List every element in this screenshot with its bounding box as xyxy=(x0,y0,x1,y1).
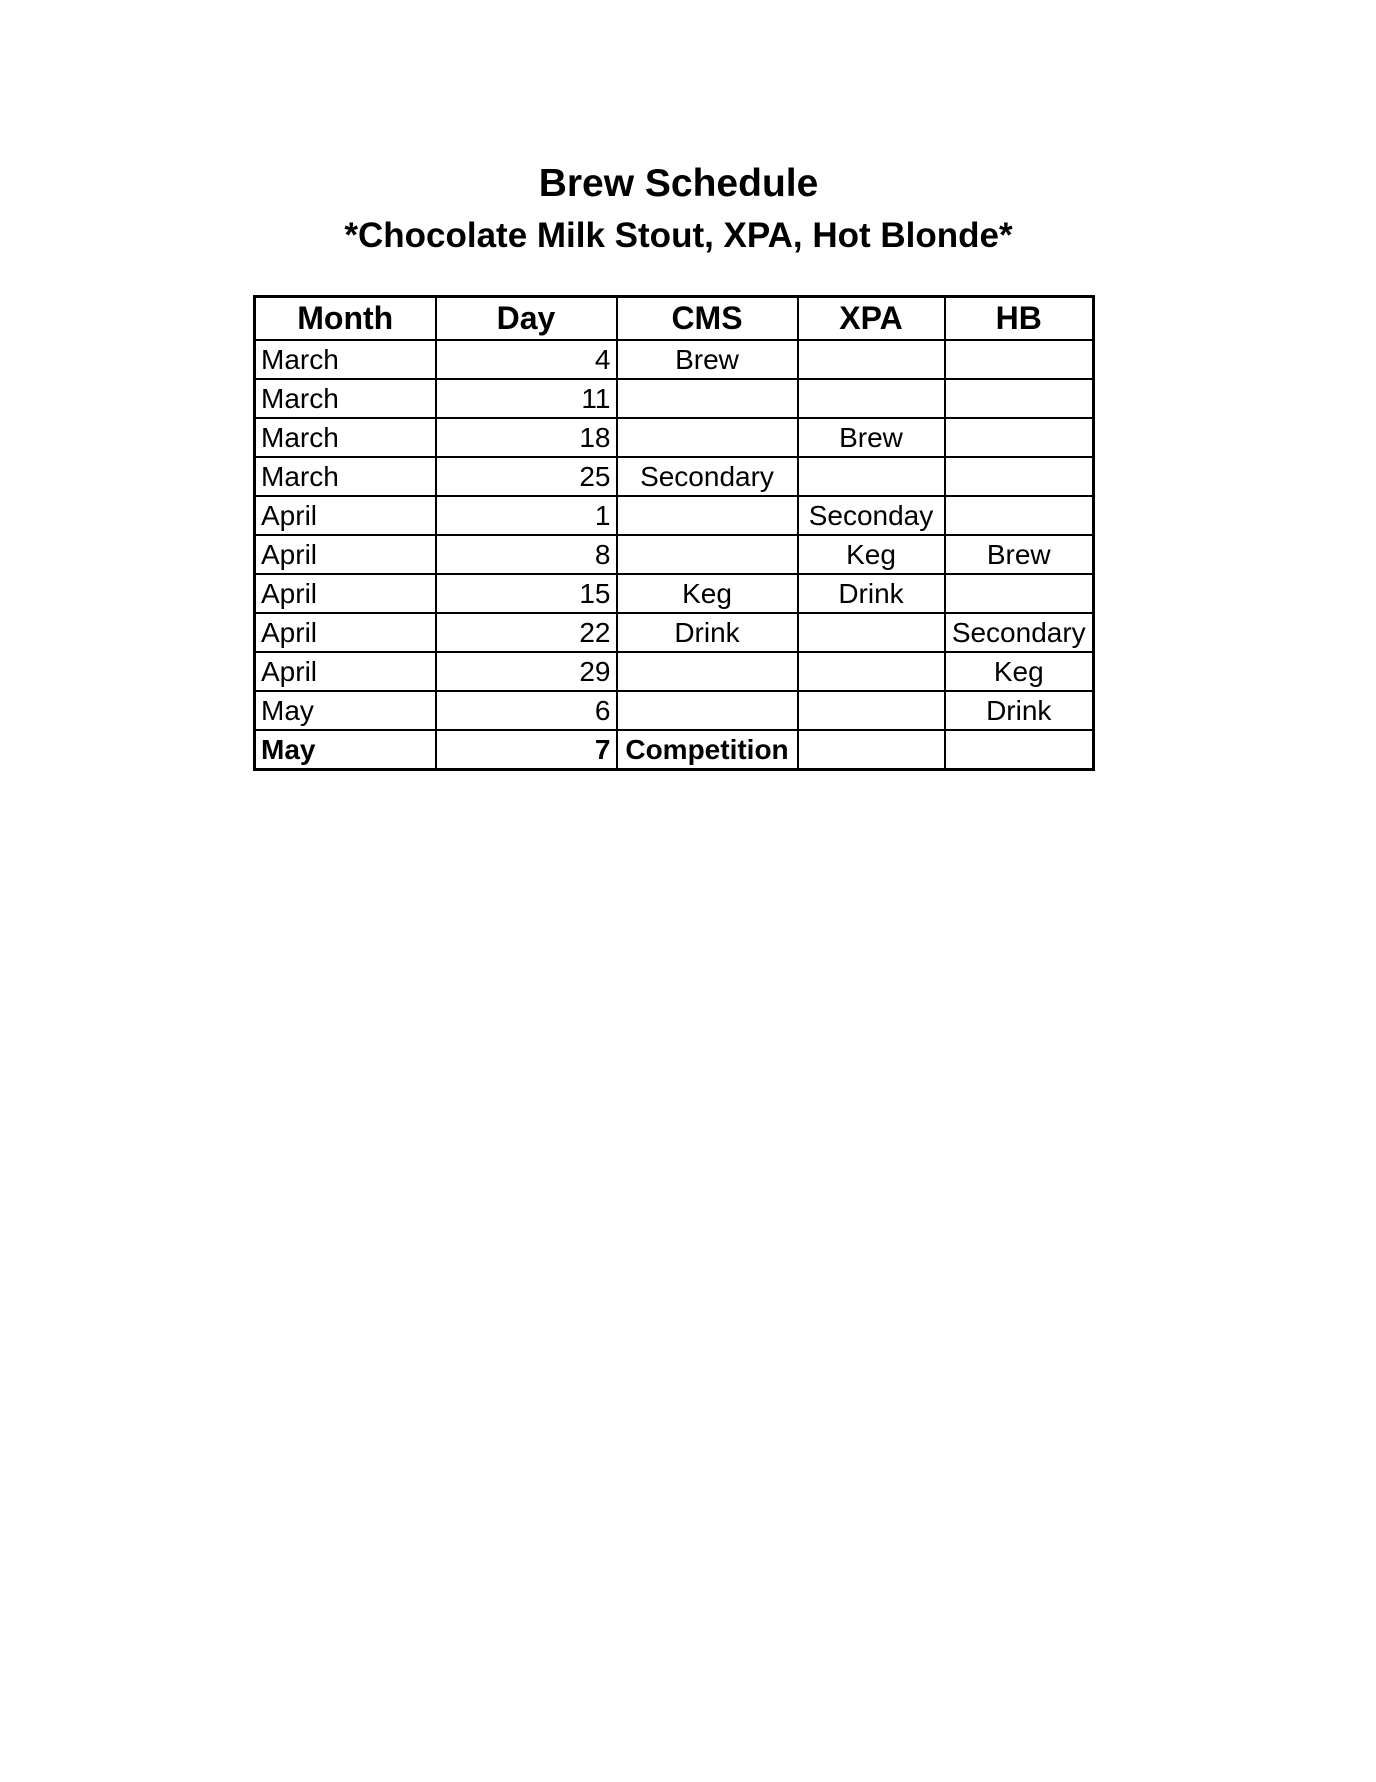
cell-cms xyxy=(617,418,798,457)
table-row xyxy=(255,613,1094,652)
cell-day: 7 xyxy=(436,730,617,770)
cell-xpa xyxy=(798,379,945,418)
cell-xpa: Brew xyxy=(798,418,945,457)
cell-cms: Drink xyxy=(617,613,798,652)
cell-day: 29 xyxy=(436,652,617,691)
cell-month: April xyxy=(255,496,436,535)
document-subtitle: *Chocolate Milk Stout, XPA, Hot Blonde* xyxy=(344,216,1013,255)
cell-xpa xyxy=(798,613,945,652)
brew-schedule-table xyxy=(253,295,1095,771)
table-row xyxy=(255,691,1094,730)
cell-xpa xyxy=(798,730,945,770)
cell-xpa xyxy=(798,340,945,379)
header-hb: HB xyxy=(945,297,1094,341)
table-row xyxy=(255,652,1094,691)
header-day: Day xyxy=(436,297,617,341)
header-cms: CMS xyxy=(617,297,798,341)
cell-day: 25 xyxy=(436,457,617,496)
cell-cms: Keg xyxy=(617,574,798,613)
cell-day: 1 xyxy=(436,496,617,535)
cell-hb: Brew xyxy=(945,535,1094,574)
cell-hb xyxy=(945,379,1094,418)
cell-day: 22 xyxy=(436,613,617,652)
cell-cms xyxy=(617,379,798,418)
table-header-row xyxy=(255,297,1094,341)
table-row xyxy=(255,574,1094,613)
cell-hb xyxy=(945,418,1094,457)
cell-month: March xyxy=(255,457,436,496)
header-month: Month xyxy=(255,297,436,341)
cell-cms xyxy=(617,496,798,535)
table-row xyxy=(255,496,1094,535)
cell-month: April xyxy=(255,574,436,613)
cell-xpa: Drink xyxy=(798,574,945,613)
cell-month: March xyxy=(255,379,436,418)
cell-xpa: Seconday xyxy=(798,496,945,535)
cell-month: April xyxy=(255,652,436,691)
cell-month: May xyxy=(255,730,436,770)
cell-month: March xyxy=(255,340,436,379)
cell-day: 15 xyxy=(436,574,617,613)
cell-month: April xyxy=(255,535,436,574)
cell-cms: Brew xyxy=(617,340,798,379)
cell-day: 11 xyxy=(436,379,617,418)
cell-day: 18 xyxy=(436,418,617,457)
cell-hb: Secondary xyxy=(945,613,1094,652)
cell-hb xyxy=(945,496,1094,535)
cell-xpa xyxy=(798,652,945,691)
table-row xyxy=(255,340,1094,379)
cell-hb xyxy=(945,574,1094,613)
table-row xyxy=(255,535,1094,574)
cell-day: 4 xyxy=(436,340,617,379)
cell-month: May xyxy=(255,691,436,730)
cell-month: April xyxy=(255,613,436,652)
table-row xyxy=(255,379,1094,418)
cell-cms xyxy=(617,691,798,730)
cell-cms xyxy=(617,535,798,574)
table-row xyxy=(255,418,1094,457)
cell-hb xyxy=(945,457,1094,496)
cell-hb: Drink xyxy=(945,691,1094,730)
cell-day: 8 xyxy=(436,535,617,574)
cell-xpa xyxy=(798,691,945,730)
cell-hb xyxy=(945,730,1094,770)
cell-cms: Secondary xyxy=(617,457,798,496)
cell-month: March xyxy=(255,418,436,457)
cell-xpa: Keg xyxy=(798,535,945,574)
table-row xyxy=(255,730,1094,770)
cell-hb xyxy=(945,340,1094,379)
cell-xpa xyxy=(798,457,945,496)
cell-cms: Competition xyxy=(617,730,798,770)
table-row xyxy=(255,457,1094,496)
document-title: Brew Schedule xyxy=(538,162,819,205)
cell-cms xyxy=(617,652,798,691)
cell-hb: Keg xyxy=(945,652,1094,691)
cell-day: 6 xyxy=(436,691,617,730)
header-xpa: XPA xyxy=(798,297,945,341)
